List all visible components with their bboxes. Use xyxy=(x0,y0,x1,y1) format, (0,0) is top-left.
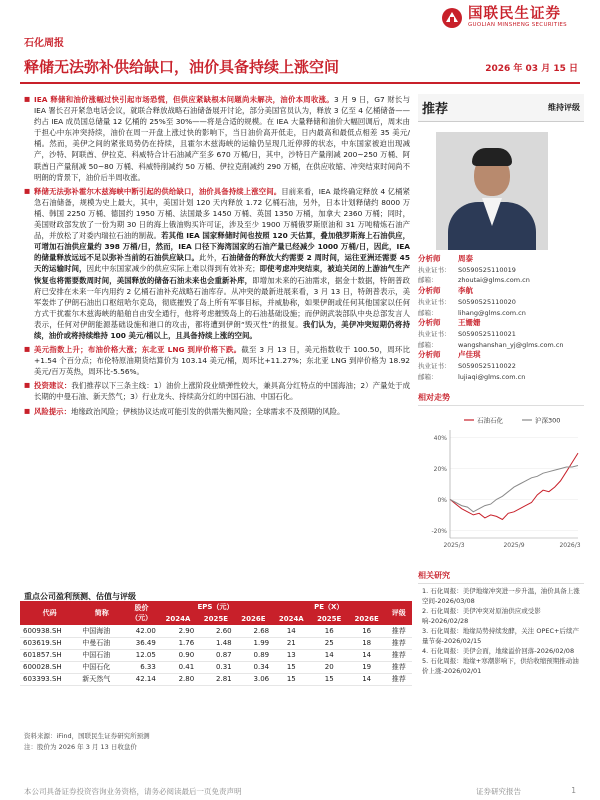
forecast-table xyxy=(20,601,412,686)
table-cell-rating: 推荐 xyxy=(385,649,412,661)
paragraph-text: 地缘政治风险；伊核协议达成可能引发的供需失衡风险；全球需求不及预期的风险。 xyxy=(70,406,345,416)
analyst-email-label: 邮箱： xyxy=(418,372,438,381)
col-header-code: 代码 xyxy=(20,601,79,625)
col-header-price xyxy=(124,601,159,625)
col-header-price-unit: （元） xyxy=(131,614,153,622)
table-row xyxy=(20,661,412,673)
analyst-email-row xyxy=(418,340,584,351)
table-cell-pe: 14 xyxy=(272,625,310,637)
table-cell-price: 36.49 xyxy=(124,637,159,649)
bullet-icon: ■ xyxy=(24,406,31,415)
paragraph-text: 目前来看，IEA 最终确定释放 4 亿桶紧急石油储备，规模为史上最大，其中，美国计划 120 天内释放 1.72 亿桶石油，另外，日本计划释储约 8000 万桶、韩国 2250 万桶、德国约 1950 万桶、法国最多 1450 万桶、英国 1350 万桶，加拿大 2360 万桶；同时，美国财政部发放了一份为期 30 日的海上俄油购买许可证，涉及至少 1900 万桶俄罗斯原油和 31 万吨精炼石油产品，并放松了对委内瑞拉石油的制裁。 xyxy=(34,186,410,241)
recommendation: 推荐 xyxy=(422,102,449,117)
table-cell-eps: 0.34 xyxy=(235,661,272,673)
paragraph-4 xyxy=(20,380,410,402)
chart-section-title: 相对走势 xyxy=(418,392,584,406)
table-cell-name: 中国石化 xyxy=(79,661,124,673)
table-cell-code: 603619.SH xyxy=(20,637,79,649)
related-section-title: 相关研究 xyxy=(418,570,584,584)
paragraph-lead: 美元指数上升；布油价格大涨；东北亚 LNG 到岸价格下跌。 xyxy=(34,345,242,355)
col-header-year: 2026E xyxy=(235,613,272,625)
table-cell-code: 603393.SH xyxy=(20,673,79,685)
paragraph-lead: 投资建议： xyxy=(34,381,72,391)
analyst-name-label: 分析师 xyxy=(418,254,441,263)
table-cell-eps: 0.41 xyxy=(159,661,197,673)
table-cell-eps: 2.81 xyxy=(197,673,234,685)
report-date: 2026 年 03 月 15 日 xyxy=(485,64,578,74)
table-cell-eps: 3.06 xyxy=(235,673,272,685)
analyst-email-row xyxy=(418,308,584,319)
table-source: 资料来源：iFind，国联民生证券研究所预测 xyxy=(24,732,150,740)
analyst-cert-row xyxy=(418,361,584,372)
analyst-cert-row xyxy=(418,329,584,340)
table-cell-pe: 15 xyxy=(310,673,347,685)
col-header-eps: EPS（元） xyxy=(159,601,272,613)
page-number: 1 xyxy=(571,786,576,795)
series-line-1 xyxy=(450,466,578,512)
analyst-email-row xyxy=(418,372,584,383)
relative-performance-chart xyxy=(418,410,584,560)
analyst-name-row xyxy=(418,254,584,265)
table-cell-pe: 16 xyxy=(310,625,347,637)
table-row xyxy=(20,649,412,661)
analyst-cert-label: 执业证书： xyxy=(418,297,451,306)
logo-mark-icon xyxy=(441,7,463,29)
table-cell-pe: 16 xyxy=(348,625,385,637)
sidebar xyxy=(418,94,584,676)
analyst-cert: S0590525110021 xyxy=(458,329,516,338)
table-cell-rating: 推荐 xyxy=(385,661,412,673)
analyst-name: 卢佳琪 xyxy=(458,350,481,360)
analyst-cert-label: 执业证书： xyxy=(418,362,451,371)
analyst-email: zhoutai@glms.com.cn xyxy=(458,276,530,285)
paragraph-1 xyxy=(20,94,410,183)
paragraph-2 xyxy=(20,186,410,341)
paragraph-text: 3 月 9 日，G7 财长与 IEA 署长召开紧急电话会议，就联合释放战略石油储备展开讨论，部分美国官员认为，释放 3 亿至 4 亿桶储备——约占 IEA 成员国总储量 12 亿桶的 25%至 30%——将是合适的规模。在 IEA 大量释储和油价大幅回调后，周末由于担心中东冲突持续，油价在周一开盘上涨过快的影响下，当日油价高开低走，日内最高和最低点相差 35 美元/桶。然而，美伊之间的紧张局势仍在持续，且霍尔木兹海峡的运输仍呈现几近停滞的状态，中东国家被迫出现减产，沙特、阿联酋、伊拉克、科威特合计石油减产至多 670 万桶/日，其中，沙特日产量削减 200~250 万桶、阿联酋日产量削减 50~80 万桶、科威特削减约 50 万桶、伊拉克削减约 290 万桶，在供应收缩、冲突结束时间尚不明朗的背景下，油价后半周收涨。 xyxy=(34,95,410,182)
bullet-icon: ■ xyxy=(24,95,31,103)
analyst-cert: S0590525110022 xyxy=(458,362,516,371)
table-cell-pe: 25 xyxy=(310,637,347,649)
related-report-item[interactable]: 5. 石化周报：地缘+寒潮影响下，供给收缩预期推动油价上涨-2026/02/01 xyxy=(422,657,579,676)
table-cell-code: 600028.SH xyxy=(20,661,79,673)
analyst-photo xyxy=(436,132,548,250)
analyst-email-label: 邮箱： xyxy=(418,276,438,285)
logo-text-en: GUOLIAN MINSHENG SECURITIES xyxy=(468,22,567,28)
col-header-price-label: 股价 xyxy=(134,604,149,612)
analyst-name: 王姗姗 xyxy=(458,318,481,328)
analyst-name: 李航 xyxy=(458,286,473,296)
bullet-icon: ■ xyxy=(24,345,31,354)
legend-label: 石油石化 xyxy=(477,416,503,425)
paragraph-text: 即增加未来的石油需求，据金十数据，特朗普政府已安排在未来一年内用约 2 亿桶石油补充战略石油库存。从冲突的最新进展来看，3 月 13 日，特朗普表示，美军轰炸了伊朗石油出口枢纽哈尔克岛，彻底摧毁了岛上所有军事目标，并威胁称，如果伊朗或任何其他国家以任何方式干扰霍尔木兹海峡的船舶自由安全通行，他将考虑摧毁岛上的石油基础设施；而伊朗武装部队中央总部发言人表示，任何对伊朗能源基础设施和港口的攻击，都将遭到伊朗“毁灭性”的报复。 xyxy=(34,275,410,329)
paragraph-bold: 我们认为，美伊冲突短期仍将持续，油价或将持续维持 100 美元/桶以上，且具备持续上涨的空间。 xyxy=(34,319,410,340)
analyst-cert-row xyxy=(418,265,584,276)
table-cell-pe: 14 xyxy=(310,649,347,661)
recommendation-box xyxy=(418,94,584,122)
analyst-cert-row xyxy=(418,297,584,308)
analyst-cert-label: 执业证书： xyxy=(418,265,451,274)
rating: 维持评级 xyxy=(548,103,580,112)
bullet-icon: ■ xyxy=(24,186,31,195)
table-cell-code: 600938.SH xyxy=(20,625,79,637)
table-title: 重点公司盈利预测、估值与评级 xyxy=(24,592,136,601)
table-cell-pe: 19 xyxy=(348,661,385,673)
table-cell-pe: 13 xyxy=(272,649,310,661)
paragraph-text: 我们推荐以下三条主线：1）油价上涨阶段业绩弹性较大，兼具高分红特点的中国海油；2）产量处于成长期的中曼石油、新天然气；3）行业龙头、持续高分红的中国石油、中国石化。 xyxy=(34,381,410,402)
x-tick-label: 2026/3 xyxy=(559,542,581,550)
table-cell-eps: 2.90 xyxy=(159,625,197,637)
table-cell-rating: 推荐 xyxy=(385,673,412,685)
col-header-rating: 评级 xyxy=(385,601,412,625)
analyst-email: lujiaqi@glms.com.cn xyxy=(458,372,526,381)
paragraph-lead: 释储无法弥补霍尔木兹海峡中断引起的供给缺口，油价具备持续上涨空间。 xyxy=(34,186,282,196)
paragraph-text: 因此中东国家减少的供应实际上难以得到有效补充； xyxy=(86,264,260,274)
table-cell-eps: 0.90 xyxy=(159,649,197,661)
table-cell-pe: 14 xyxy=(348,673,385,685)
analyst-name: 周泰 xyxy=(458,254,473,263)
company-logo xyxy=(441,5,591,31)
x-tick-label: 2025/9 xyxy=(503,542,525,550)
y-tick-label: -20% xyxy=(431,528,447,536)
analyst-name-row xyxy=(418,286,584,297)
table-note: 注：股价为 2026 年 3 月 13 日收盘价 xyxy=(24,743,137,751)
logo-text-cn: 国联民生证券 xyxy=(468,6,561,22)
col-header-year: 2026E xyxy=(348,613,385,625)
table-cell-price: 12.05 xyxy=(124,649,159,661)
analyst-email: lihang@glms.com.cn xyxy=(458,308,526,317)
table-cell-price: 6.33 xyxy=(124,661,159,673)
table-row xyxy=(20,625,412,637)
x-tick-label: 2025/3 xyxy=(443,542,465,550)
table-cell-pe: 20 xyxy=(310,661,347,673)
analyst-name-label: 分析师 xyxy=(418,286,441,296)
related-report-item[interactable]: 1. 石化周报：美伊地缘冲突进一步升温，油价具备上涨空间-2026/03/08 xyxy=(422,587,580,606)
table-cell-pe: 15 xyxy=(272,661,310,673)
paragraph-3 xyxy=(20,344,410,377)
paragraph-text: 截至 3 月 13 日，美元指数收于 100.50，周环比+1.54 个百分点；布伦特原油期货结算价为 103.14 美元/桶，周环比+11.27%；东北亚 LNG 到岸价格为 18.92 美元/百万英热，周环比-5.56%。 xyxy=(34,345,410,377)
table-cell-name: 中国海油 xyxy=(79,625,124,637)
table-cell-pe: 14 xyxy=(348,649,385,661)
table-cell-eps: 2.68 xyxy=(235,625,272,637)
table-cell-pe: 21 xyxy=(272,637,310,649)
table-cell-price: 42.14 xyxy=(124,673,159,685)
analyst-email-label: 邮箱： xyxy=(418,340,438,349)
related-report-item[interactable]: 3. 石化周报：地缘局势持续发酵，关注 OPEC+后续产量节奏-2026/02/15 xyxy=(422,627,579,646)
paragraph-lead: IEA 释储和油价涨幅过快引起市场恐慌，但供应紧缺根本问题尚未解决，油价本周收涨。 xyxy=(34,95,334,104)
table-cell-name: 中曼石油 xyxy=(79,637,124,649)
table-row xyxy=(20,637,412,649)
col-header-year: 2024A xyxy=(159,613,197,625)
page-header xyxy=(0,0,600,30)
analyst-list xyxy=(418,254,584,382)
col-header-pe: PE（X） xyxy=(272,601,385,613)
report-type: 石化周报 xyxy=(24,38,64,49)
table-cell-eps: 1.76 xyxy=(159,637,197,649)
analyst-email-label: 邮箱： xyxy=(418,308,438,317)
analyst-name-label: 分析师 xyxy=(418,350,441,360)
chart-svg xyxy=(418,410,584,560)
table-cell-price: 42.00 xyxy=(124,625,159,637)
analyst-name-row xyxy=(418,350,584,361)
title-divider xyxy=(20,82,580,84)
paragraph-bold: 若其他 IEA 国家释储时间也按照 120 天估算，叠加俄罗斯海上石油供应，可增加石油供应量约 398 万桶/日，然而，IEA 口径下海湾国家的石油产量已经减少 1000 万桶/日，因此，IEA 的储量释放远远不足以弥补当前的石油供应缺口。 xyxy=(34,231,410,263)
paragraph-text: 此外， xyxy=(199,253,222,263)
footer-disclaimer: 本公司具备证券投资咨询业务资格，请务必阅读最后一页免责声明 xyxy=(24,787,242,796)
analyst-cert: S0590525110019 xyxy=(458,265,516,274)
col-header-year: 2024A xyxy=(272,613,310,625)
y-tick-label: 0% xyxy=(437,497,447,505)
paragraph-bold: 即使考虑冲突结束，被迫关闭的上游油气生产恢复也将需要数周时间，美国释放的储备石油未来也会重新补库， xyxy=(34,264,410,285)
main-body xyxy=(20,94,410,420)
table-cell-eps: 1.99 xyxy=(235,637,272,649)
table-cell-eps: 0.31 xyxy=(197,661,234,673)
paragraph-5 xyxy=(20,406,410,417)
y-tick-label: 20% xyxy=(433,466,447,474)
table-cell-name: 中国石油 xyxy=(79,649,124,661)
footer-label: 证券研究报告 xyxy=(476,787,521,796)
table-notes xyxy=(24,731,150,753)
table-cell-eps: 0.89 xyxy=(235,649,272,661)
table-cell-name: 新天然气 xyxy=(79,673,124,685)
table-cell-eps: 1.48 xyxy=(197,637,234,649)
paragraph-bold: 石油储备的释放大约需要 2 周时间，运往亚洲还需要 45 天的运输时间， xyxy=(34,253,410,274)
table-cell-pe: 18 xyxy=(348,637,385,649)
legend-label: 沪深300 xyxy=(535,416,561,425)
paragraph-lead: 风险提示： xyxy=(34,406,71,416)
analyst-email-row xyxy=(418,275,584,286)
related-research-list xyxy=(418,586,584,676)
table-cell-rating: 推荐 xyxy=(385,637,412,649)
analyst-cert: S0590525110020 xyxy=(458,297,516,306)
table-cell-eps: 2.80 xyxy=(159,673,197,685)
related-report-item[interactable]: 4. 石化周报：美伊会面，地缘溢价回落-2026/02/08 xyxy=(422,647,575,656)
bullet-icon: ■ xyxy=(24,381,31,390)
table-cell-code: 601857.SH xyxy=(20,649,79,661)
analyst-email: wangshanshan_yj@glms.com.cn xyxy=(458,340,564,349)
table-cell-pe: 15 xyxy=(272,673,310,685)
analyst-name-label: 分析师 xyxy=(418,318,441,328)
series-line-0 xyxy=(450,454,578,520)
table-cell-eps: 2.60 xyxy=(197,625,234,637)
analyst-cert-label: 执业证书： xyxy=(418,329,451,338)
y-tick-label: 40% xyxy=(433,435,447,443)
related-report-item[interactable]: 2. 石化周报：美伊冲突对原油供应或受影响-2026/02/28 xyxy=(422,607,541,626)
analyst-name-row xyxy=(418,318,584,329)
col-header-year: 2025E xyxy=(310,613,347,625)
table-row xyxy=(20,673,412,685)
table-cell-rating: 推荐 xyxy=(385,625,412,637)
col-header-name: 简称 xyxy=(79,601,124,625)
page-title: 释储无法弥补供给缺口，油价具备持续上涨空间 xyxy=(24,58,340,76)
col-header-year: 2025E xyxy=(197,613,234,625)
table-cell-eps: 0.87 xyxy=(197,649,234,661)
